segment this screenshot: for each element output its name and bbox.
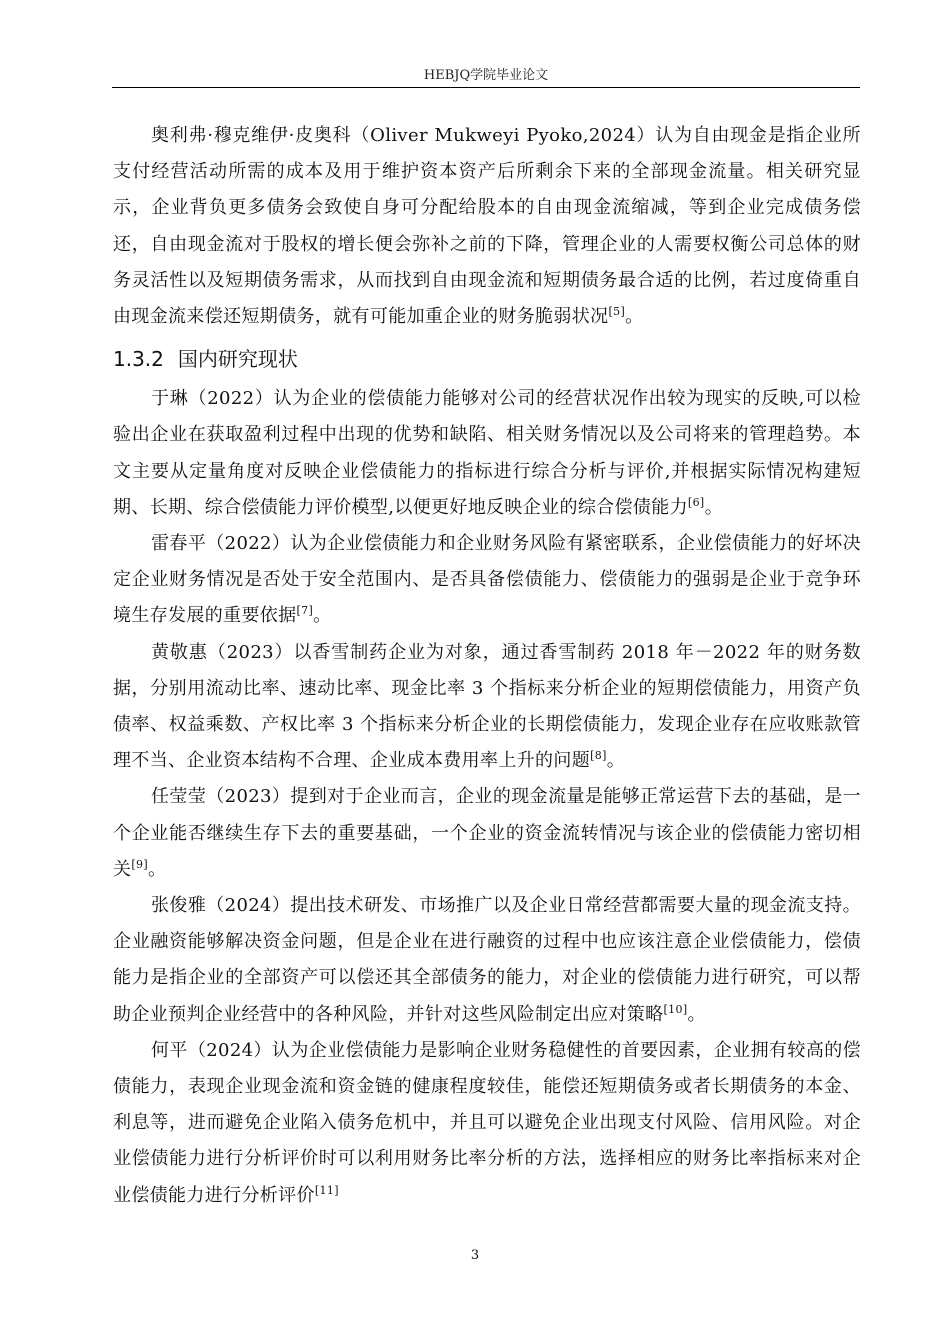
paragraph	[113, 635, 861, 780]
paragraph	[113, 888, 861, 1033]
paragraph-end: 。	[625, 306, 644, 328]
citation: [7]	[296, 604, 314, 618]
paragraph-text: 于琳（2022）认为企业的偿债能力能够对公司的经营状况作出较为现实的反映,可以检验出企业在获取盈利过程中出现的优势和缺陷、相关财务情况以及公司将来的管理趋势。本文主要从定量角度对反映企业偿债能力的指标进行综合分析与评价,并根据实际情况构建短期、长期、综合偿债能力评价模型,以便更好地反映企业的综合偿债能力	[113, 388, 861, 518]
paragraph-text: 雷春平（2022）认为企业偿债能力和企业财务风险有紧密联系，企业偿债能力的好坏决定企业财务情况是否处于安全范围内、是否具备偿债能力、偿债能力的强弱是企业于竞争环境生存发展的重要依据	[113, 533, 861, 627]
citation: [10]	[663, 1002, 688, 1016]
paragraph-text: 张俊雅（2024）提出技术研发、市场推广以及企业日常经营都需要大量的现金流支持。企业融资能够解决资金问题，但是企业在进行融资的过程中也应该注意企业偿债能力，偿债能力是指企业的全部资产可以偿还其全部债务的能力，对企业的偿债能力进行研究，可以帮助企业预判企业经营中的各种风险，并针对这些风险制定出应对策略	[113, 895, 861, 1025]
paragraph	[113, 1033, 861, 1214]
paragraph-end: 。	[704, 496, 723, 518]
paragraph-text: 何平（2024）认为企业偿债能力是影响企业财务稳健性的首要因素，企业拥有较高的偿债能力，表现企业现金流和资金链的健康程度较佳，能偿还短期债务或者长期债务的本金、利息等，进而避免企业陷入债务危机中，并且可以避免企业出现支付风险、信用风险。对企业偿债能力进行分析评价时可以利用财务比率分析的方法，选择相应的财务比率指标来对企业偿债能力进行分析评价	[113, 1039, 861, 1206]
paragraph-text: 奥利弗·穆克维伊·皮奥科（Oliver Mukweyi Pyoko,2024）认为自由现金是指企业所支付经营活动所需的成本及用于维护资本资产后所剩余下来的全部现金流量。相关研究显示，企业背负更多债务会致使自身可分配给股本的自由现金流缩减，等到企业完成债务偿还，自由现金流对于股权的增长便会弥补之前的下降，管理企业的人需要权衡公司总体的财务灵活性以及短期债务需求，从而找到自由现金流和短期债务最合适的比例，若过度倚重自由现金流来偿还短期债务，就有可能加重企业的财务脆弱状况	[113, 125, 861, 328]
page-number: 3	[470, 1248, 480, 1263]
running-header: HEBJQ学院毕业论文	[423, 68, 549, 83]
citation: [8]	[590, 749, 607, 763]
document-body	[113, 118, 861, 1214]
paragraph	[113, 381, 861, 526]
paragraph-end: 。	[313, 605, 332, 627]
paragraph	[113, 779, 861, 888]
paragraph	[113, 526, 861, 635]
paragraph-end: 。	[606, 750, 626, 772]
citation: [6]	[687, 495, 705, 509]
section-title: 国内研究现状	[177, 347, 298, 372]
header-divider	[112, 87, 860, 88]
citation: [9]	[131, 857, 148, 871]
paragraph-text: 黄敬惠（2023）以香雪制药企业为对象，通过香雪制药 2018 年－2022 年的财务数据，分别用流动比率、速动比率、现金比率 3 个指标来分析企业的短期偿债能力，用资产负债率、权益乘数、产权比率 3 个指标来分析企业的长期偿债能力，发现企业存在应收账款管理不当、企业资本结构不合理、企业成本费用率上升的问题	[113, 641, 861, 772]
section-heading	[113, 335, 861, 381]
paragraph-end: 。	[148, 858, 167, 880]
citation: [5]	[608, 305, 626, 319]
paragraph-end: 。	[687, 1003, 706, 1025]
paragraph-text: 任莹莹（2023）提到对于企业而言，企业的现金流量是能够正常运营下去的基础，是一个企业能否继续生存下去的重要基础，一个企业的资金流转情况与该企业的偿债能力密切相关	[113, 786, 861, 880]
paragraph	[113, 118, 861, 335]
section-number: 1.3.2	[113, 347, 164, 372]
citation: [11]	[314, 1183, 339, 1197]
